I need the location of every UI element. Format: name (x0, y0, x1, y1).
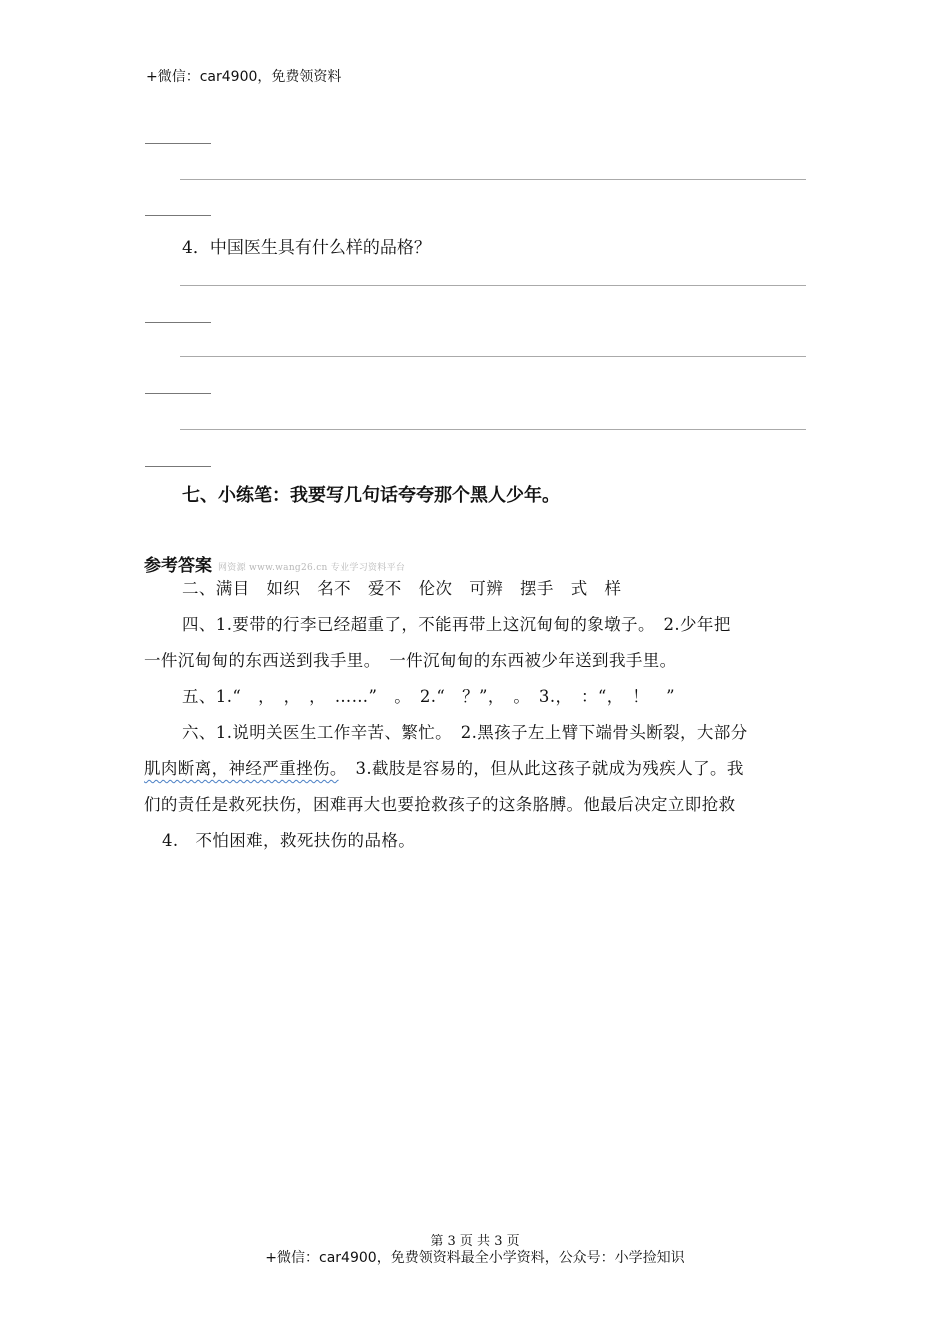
answer-line-4a: 四、1.要带的行李已经超重了，不能再带上这沉甸甸的象墩子。 2.少年把 (182, 615, 731, 634)
question-4 (182, 233, 431, 258)
answers-title: 参考答案 (144, 556, 212, 576)
answer-line-6d: 4. 不怕困难，救死扶伤的品格。 (162, 831, 416, 850)
answer-blank-line (145, 322, 211, 323)
answer-blank-line (145, 393, 211, 394)
answer-blank-line (180, 429, 806, 430)
answer-line-6c: 们的责任是救死扶伤，困难再大也要抢救孩子的这条胳膊。他最后决定立即抢救 (144, 795, 736, 814)
answer-line-4b: 一件沉甸甸的东西送到我手里。 一件沉甸甸的东西被少年送到我手里。 (144, 651, 677, 670)
answer-line-5: 五、1.“ ， ， ， ……” 。 2.“ ？”， 。 3.， ：“， ！ ” (182, 687, 675, 706)
answer-blank-line (145, 215, 211, 216)
section-7-title: 七、小练笔：我要写几句话夸夸那个黑人少年。 (182, 485, 560, 506)
footer-note: +微信：car4900，免费领资料最全小学资料，公众号：小学捡知识 (265, 1250, 685, 1266)
wavy-underlined-answer: 肌肉断离，神经严重挫伤。 (144, 759, 339, 778)
question-text: 中国医生具有什么样的品格？ (209, 238, 431, 258)
answer-line-6a: 六、1.说明关医生工作辛苦、繁忙。 2.黑孩子左上臂下端骨头断裂，大部分 (182, 723, 748, 742)
answer-line-6b-rest: 3.截肢是容易的，但从此这孩子就成为残疾人了。我 (338, 759, 744, 778)
answer-blank-line (180, 356, 806, 357)
answer-line-2: 二、满目 如织 名不 爱不 伦次 可辨 摆手 式 样 (182, 579, 622, 598)
watermark: 网资源 www.wang26.cn 专业学习资料平台 (218, 563, 406, 573)
page-number: 第 3 页 共 3 页 (430, 1234, 520, 1249)
answer-blank-line (180, 179, 806, 180)
answer-blank-line (180, 285, 806, 286)
answer-blank-line (145, 466, 211, 467)
question-number: 4． (182, 238, 210, 258)
answer-blank-line (145, 143, 211, 144)
answer-line-6b (144, 755, 744, 779)
header-note: +微信：car4900，免费领资料 (146, 69, 342, 85)
